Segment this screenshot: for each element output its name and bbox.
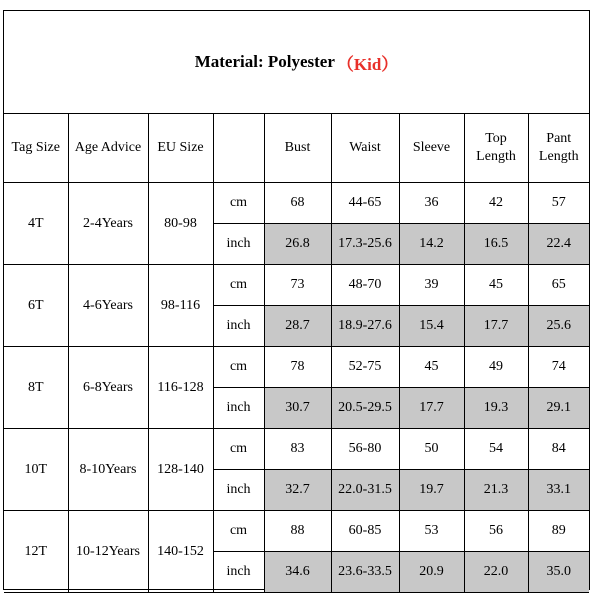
pant-length-cm-cell: 57 bbox=[528, 183, 589, 224]
bust-cm-cell: 88 bbox=[264, 511, 331, 552]
pant-length-inch-cell: 29.1 bbox=[528, 388, 589, 429]
unit-inch-cell: inch bbox=[213, 552, 264, 593]
unit-inch-cell: inch bbox=[213, 388, 264, 429]
pant-length-inch-cell: 33.1 bbox=[528, 470, 589, 511]
pant-length-inch-cell: 35.0 bbox=[528, 552, 589, 593]
waist-cm-cell: 52-75 bbox=[331, 347, 399, 388]
chart-title bbox=[4, 11, 589, 114]
top-length-inch-cell: 19.3 bbox=[464, 388, 528, 429]
unit-cm-cell: cm bbox=[213, 183, 264, 224]
waist-cm-cell: 56-80 bbox=[331, 429, 399, 470]
waist-cm-cell: 48-70 bbox=[331, 265, 399, 306]
sleeve-cm-cell: 39 bbox=[399, 265, 464, 306]
pant-length-cm-cell: 74 bbox=[528, 347, 589, 388]
top-length-cm-cell: 49 bbox=[464, 347, 528, 388]
tag-size-cell: 10T bbox=[4, 429, 68, 511]
sleeve-cm-cell: 36 bbox=[399, 183, 464, 224]
top-length-cm-cell: 42 bbox=[464, 183, 528, 224]
size-chart bbox=[3, 10, 590, 590]
eu-size-cell: 140-152 bbox=[148, 511, 213, 593]
waist-inch-cell: 23.6-33.5 bbox=[331, 552, 399, 593]
eu-size-cell: 98-116 bbox=[148, 265, 213, 347]
top-length-inch-cell: 17.7 bbox=[464, 306, 528, 347]
pant-length-cm-cell: 89 bbox=[528, 511, 589, 552]
bust-cm-cell: 68 bbox=[264, 183, 331, 224]
waist-cm-cell: 44-65 bbox=[331, 183, 399, 224]
sleeve-cm-cell: 53 bbox=[399, 511, 464, 552]
header-row bbox=[4, 114, 589, 183]
header-pant-length-line1: Pant bbox=[546, 131, 572, 146]
bust-cm-cell: 78 bbox=[264, 347, 331, 388]
age-advice-cell: 2-4Years bbox=[68, 183, 148, 265]
table-row-cm bbox=[4, 183, 589, 224]
unit-inch-cell: inch bbox=[213, 306, 264, 347]
header-pant-length-line2: Length bbox=[538, 149, 579, 164]
tag-size-cell: 12T bbox=[4, 511, 68, 593]
top-length-cm-cell: 56 bbox=[464, 511, 528, 552]
header-eu-size: EU Size bbox=[148, 114, 213, 183]
sleeve-inch-cell: 20.9 bbox=[399, 552, 464, 593]
bust-cm-cell: 73 bbox=[264, 265, 331, 306]
header-top-length-line2: Length bbox=[476, 149, 516, 164]
sleeve-inch-cell: 17.7 bbox=[399, 388, 464, 429]
pant-length-inch-cell: 22.4 bbox=[528, 224, 589, 265]
age-advice-cell: 4-6Years bbox=[68, 265, 148, 347]
waist-inch-cell: 22.0-31.5 bbox=[331, 470, 399, 511]
age-advice-cell: 10-12Years bbox=[68, 511, 148, 593]
header-pant-length bbox=[528, 114, 589, 183]
eu-size-cell: 128-140 bbox=[148, 429, 213, 511]
waist-inch-cell: 20.5-29.5 bbox=[331, 388, 399, 429]
eu-size-cell: 80-98 bbox=[148, 183, 213, 265]
header-top-length-line1: Top bbox=[485, 131, 507, 146]
bust-inch-cell: 34.6 bbox=[264, 552, 331, 593]
bust-inch-cell: 32.7 bbox=[264, 470, 331, 511]
unit-cm-cell: cm bbox=[213, 347, 264, 388]
sleeve-inch-cell: 15.4 bbox=[399, 306, 464, 347]
tag-size-cell: 4T bbox=[4, 183, 68, 265]
table-row-cm bbox=[4, 265, 589, 306]
top-length-inch-cell: 16.5 bbox=[464, 224, 528, 265]
age-advice-cell: 8-10Years bbox=[68, 429, 148, 511]
tag-size-cell: 6T bbox=[4, 265, 68, 347]
table-row-cm bbox=[4, 429, 589, 470]
age-advice-cell: 6-8Years bbox=[68, 347, 148, 429]
waist-inch-cell: 17.3-25.6 bbox=[331, 224, 399, 265]
title-accent: （Kid） bbox=[336, 54, 399, 74]
pant-length-cm-cell: 84 bbox=[528, 429, 589, 470]
header-sleeve: Sleeve bbox=[399, 114, 464, 183]
top-length-inch-cell: 22.0 bbox=[464, 552, 528, 593]
header-unit bbox=[213, 114, 264, 183]
bust-inch-cell: 28.7 bbox=[264, 306, 331, 347]
unit-inch-cell: inch bbox=[213, 470, 264, 511]
waist-cm-cell: 60-85 bbox=[331, 511, 399, 552]
table-row-cm bbox=[4, 347, 589, 388]
unit-inch-cell: inch bbox=[213, 224, 264, 265]
eu-size-cell: 116-128 bbox=[148, 347, 213, 429]
pant-length-inch-cell: 25.6 bbox=[528, 306, 589, 347]
header-bust: Bust bbox=[264, 114, 331, 183]
table-row-cm bbox=[4, 511, 589, 552]
sleeve-cm-cell: 50 bbox=[399, 429, 464, 470]
title-text: Material: Polyester bbox=[194, 52, 335, 71]
unit-cm-cell: cm bbox=[213, 265, 264, 306]
sleeve-inch-cell: 19.7 bbox=[399, 470, 464, 511]
unit-cm-cell: cm bbox=[213, 429, 264, 470]
tag-size-cell: 8T bbox=[4, 347, 68, 429]
unit-cm-cell: cm bbox=[213, 511, 264, 552]
bust-inch-cell: 30.7 bbox=[264, 388, 331, 429]
top-length-cm-cell: 54 bbox=[464, 429, 528, 470]
header-top-length bbox=[464, 114, 528, 183]
header-age-advice: Age Advice bbox=[68, 114, 148, 183]
waist-inch-cell: 18.9-27.6 bbox=[331, 306, 399, 347]
bust-inch-cell: 26.8 bbox=[264, 224, 331, 265]
sleeve-cm-cell: 45 bbox=[399, 347, 464, 388]
sleeve-inch-cell: 14.2 bbox=[399, 224, 464, 265]
pant-length-cm-cell: 65 bbox=[528, 265, 589, 306]
top-length-cm-cell: 45 bbox=[464, 265, 528, 306]
size-table bbox=[4, 114, 589, 593]
top-length-inch-cell: 21.3 bbox=[464, 470, 528, 511]
header-tag-size: Tag Size bbox=[4, 114, 68, 183]
header-waist: Waist bbox=[331, 114, 399, 183]
bust-cm-cell: 83 bbox=[264, 429, 331, 470]
